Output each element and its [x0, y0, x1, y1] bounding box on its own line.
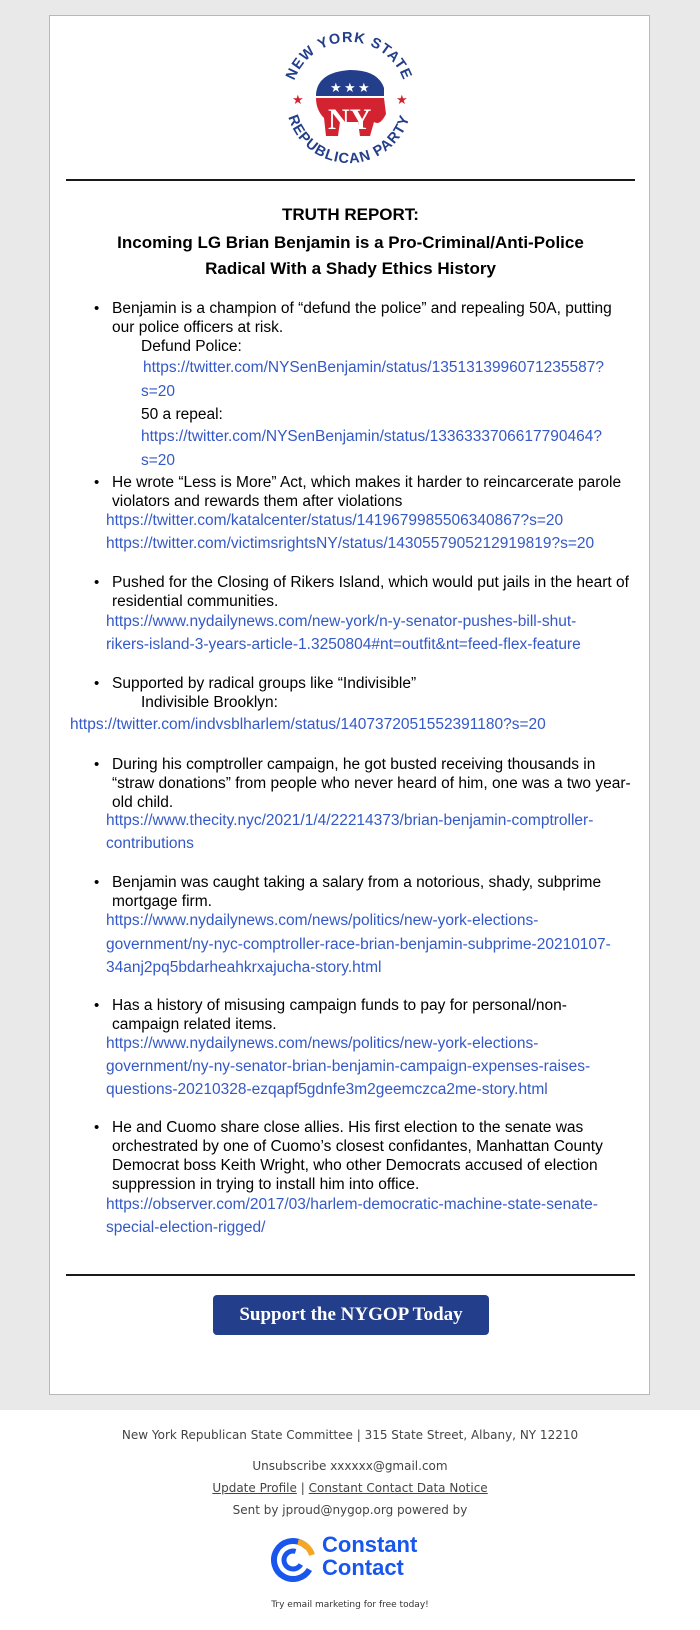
logo-top-text: NEW YORK STATE: [283, 29, 415, 83]
cc-tagline: Try email marketing for free today!: [271, 1600, 429, 1610]
footer-address: New York Republican State Committee | 315 State Street, Albany, NY 12210: [121, 1428, 579, 1442]
source-link[interactable]: https://www.nydailynews.com/new-york/n-y-senator-pushes-bill-shut-: [106, 613, 577, 630]
list-item: • He and Cuomo share close allies. His first election to the senate was orchestrated by one of Cuomo’s closest confidantes, Manhattan County Democrat boss Keith Wright, who other Democrats accused of election suppression in trying to install him into office.: [94, 1119, 603, 1193]
source-link[interactable]: questions-20210328-ezqapf5gdnfe3m2geemczca2me-story.html: [106, 1081, 548, 1098]
list-item: • Has a history of misusing campaign funds to pay for personal/non-campaign related items.: [94, 997, 567, 1033]
data-notice-link[interactable]: Constant Contact Data Notice: [308, 1481, 488, 1495]
constant-contact-logo-icon: [270, 1537, 316, 1583]
link-label: Defund Police:: [141, 338, 242, 355]
bullet-text: Benjamin was caught taking a salary from a notorious, shady, subprime mortgage firm.: [112, 874, 602, 910]
email-card: [49, 15, 650, 1395]
bullet-text: He and Cuomo share close allies. His first election to the senate was orchestrated by one of Cuomo’s closest confidantes, Manhattan County Democrat boss Keith Wright, who other Democrats accused of election suppression in trying to install him into office.: [112, 1119, 603, 1193]
bullet-text: During his comptroller campaign, he got busted receiving thousands in “straw donations” from people who never heard of him, one was a two year-old child.: [112, 756, 631, 811]
star-icon: ★: [344, 80, 356, 95]
bullet-text: He wrote “Less is More” Act, which makes it harder to reincarcerate parole violators and rewards them after violations: [112, 474, 622, 510]
source-link[interactable]: special-election-rigged/: [106, 1219, 266, 1236]
source-link[interactable]: https://twitter.com/victimsrightsNY/status/1430557905212919819?s=20: [106, 535, 595, 552]
source-link[interactable]: https://www.thecity.nyc/2021/1/4/22214373/brian-benjamin-comptroller-: [106, 812, 594, 829]
list-item: • Pushed for the Closing of Rikers Island, which would put jails in the heart of residential communities.: [94, 574, 629, 610]
update-profile-link[interactable]: Update Profile: [212, 1481, 297, 1495]
report-heading: TRUTH REPORT:: [282, 205, 419, 224]
source-link[interactable]: https://twitter.com/NYSenBenjamin/status/1336333706617790464?: [141, 428, 603, 445]
sent-by: Sent by jproud@nygop.org powered by: [232, 1503, 468, 1517]
source-link[interactable]: contributions: [106, 835, 194, 852]
bullet-text: Benjamin is a champion of “defund the police” and repealing 50A, putting our police officers at risk.: [112, 300, 612, 336]
source-link[interactable]: https://observer.com/2017/03/harlem-democratic-machine-state-senate-: [106, 1196, 598, 1213]
list-item: • He wrote “Less is More” Act, which makes it harder to reincarcerate parole violators and rewards them after violations: [94, 474, 622, 510]
source-link[interactable]: rikers-island-3-years-article-1.3250804#nt=outfit&nt=feed-flex-feature: [106, 636, 581, 653]
email-footer: [0, 1410, 700, 1630]
star-icon: ★: [396, 92, 408, 107]
source-link[interactable]: https://twitter.com/indvsblharlem/status/1407372051552391180?s=20: [70, 716, 546, 733]
bullet-text: Has a history of misusing campaign funds to pay for personal/non-campaign related items.: [112, 997, 567, 1033]
divider: [66, 1274, 635, 1276]
source-link[interactable]: https://twitter.com/NYSenBenjamin/status/1351313996071235587?: [143, 359, 605, 376]
separator: |: [300, 1481, 305, 1495]
list-item: • Benjamin was caught taking a salary from a notorious, shady, subprime mortgage firm.: [94, 874, 602, 910]
source-link[interactable]: 34anj2pq5bdarheahkrxajucha-story.html: [106, 959, 382, 976]
support-nygop-button[interactable]: Support the NYGOP Today: [213, 1295, 489, 1335]
unsubscribe-email: xxxxxx@gmail.com: [330, 1459, 448, 1473]
star-icon: ★: [330, 80, 342, 95]
bullet-text: Supported by radical groups like “Indivisible”: [112, 675, 417, 692]
link-label: 50 a repeal:: [141, 406, 223, 423]
constant-contact-badge[interactable]: [270, 1533, 430, 1595]
source-link[interactable]: https://twitter.com/katalcenter/status/1419679985506340867?s=20: [106, 512, 564, 529]
source-link[interactable]: https://www.nydailynews.com/news/politics/new-york-elections-: [106, 1035, 539, 1052]
source-link[interactable]: government/ny-nyc-comptroller-race-brian-benjamin-subprime-20210107-: [106, 936, 611, 953]
star-icon: ★: [292, 92, 304, 107]
report-title-line1: Incoming LG Brian Benjamin is a Pro-Criminal/Anti-Police: [117, 233, 584, 252]
cc-line1: Constant: [322, 1532, 418, 1557]
source-link[interactable]: s=20: [141, 383, 176, 400]
bullet-text: Pushed for the Closing of Rikers Island, which would put jails in the heart of residential communities.: [112, 574, 629, 610]
logo-monogram: NY: [328, 103, 372, 136]
source-link[interactable]: https://www.nydailynews.com/news/politics/new-york-elections-: [106, 912, 539, 929]
profile-links: [0, 1481, 700, 1495]
report-body: [50, 16, 651, 1394]
unsubscribe-link[interactable]: Unsubscribe: [252, 1459, 327, 1473]
link-label: Indivisible Brooklyn:: [141, 694, 278, 711]
logo-bottom-text: REPUBLICAN PARTY: [284, 112, 414, 168]
list-item: • Benjamin is a champion of “defund the police” and repealing 50A, putting our police officers at risk.: [94, 300, 612, 336]
list-item: • During his comptroller campaign, he got busted receiving thousands in “straw donations” from people who never heard of him, one was a two year-old child.: [94, 756, 631, 811]
list-item: • Supported by radical groups like “Indivisible”: [94, 675, 417, 692]
cc-line2: Contact: [322, 1555, 404, 1580]
report-title-line2: Radical With a Shady Ethics History: [205, 259, 496, 278]
unsubscribe-line: [0, 1459, 700, 1473]
source-link[interactable]: government/ny-ny-senator-brian-benjamin-campaign-expenses-raises-: [106, 1058, 591, 1075]
source-link[interactable]: s=20: [141, 452, 176, 469]
star-icon: ★: [358, 80, 370, 95]
